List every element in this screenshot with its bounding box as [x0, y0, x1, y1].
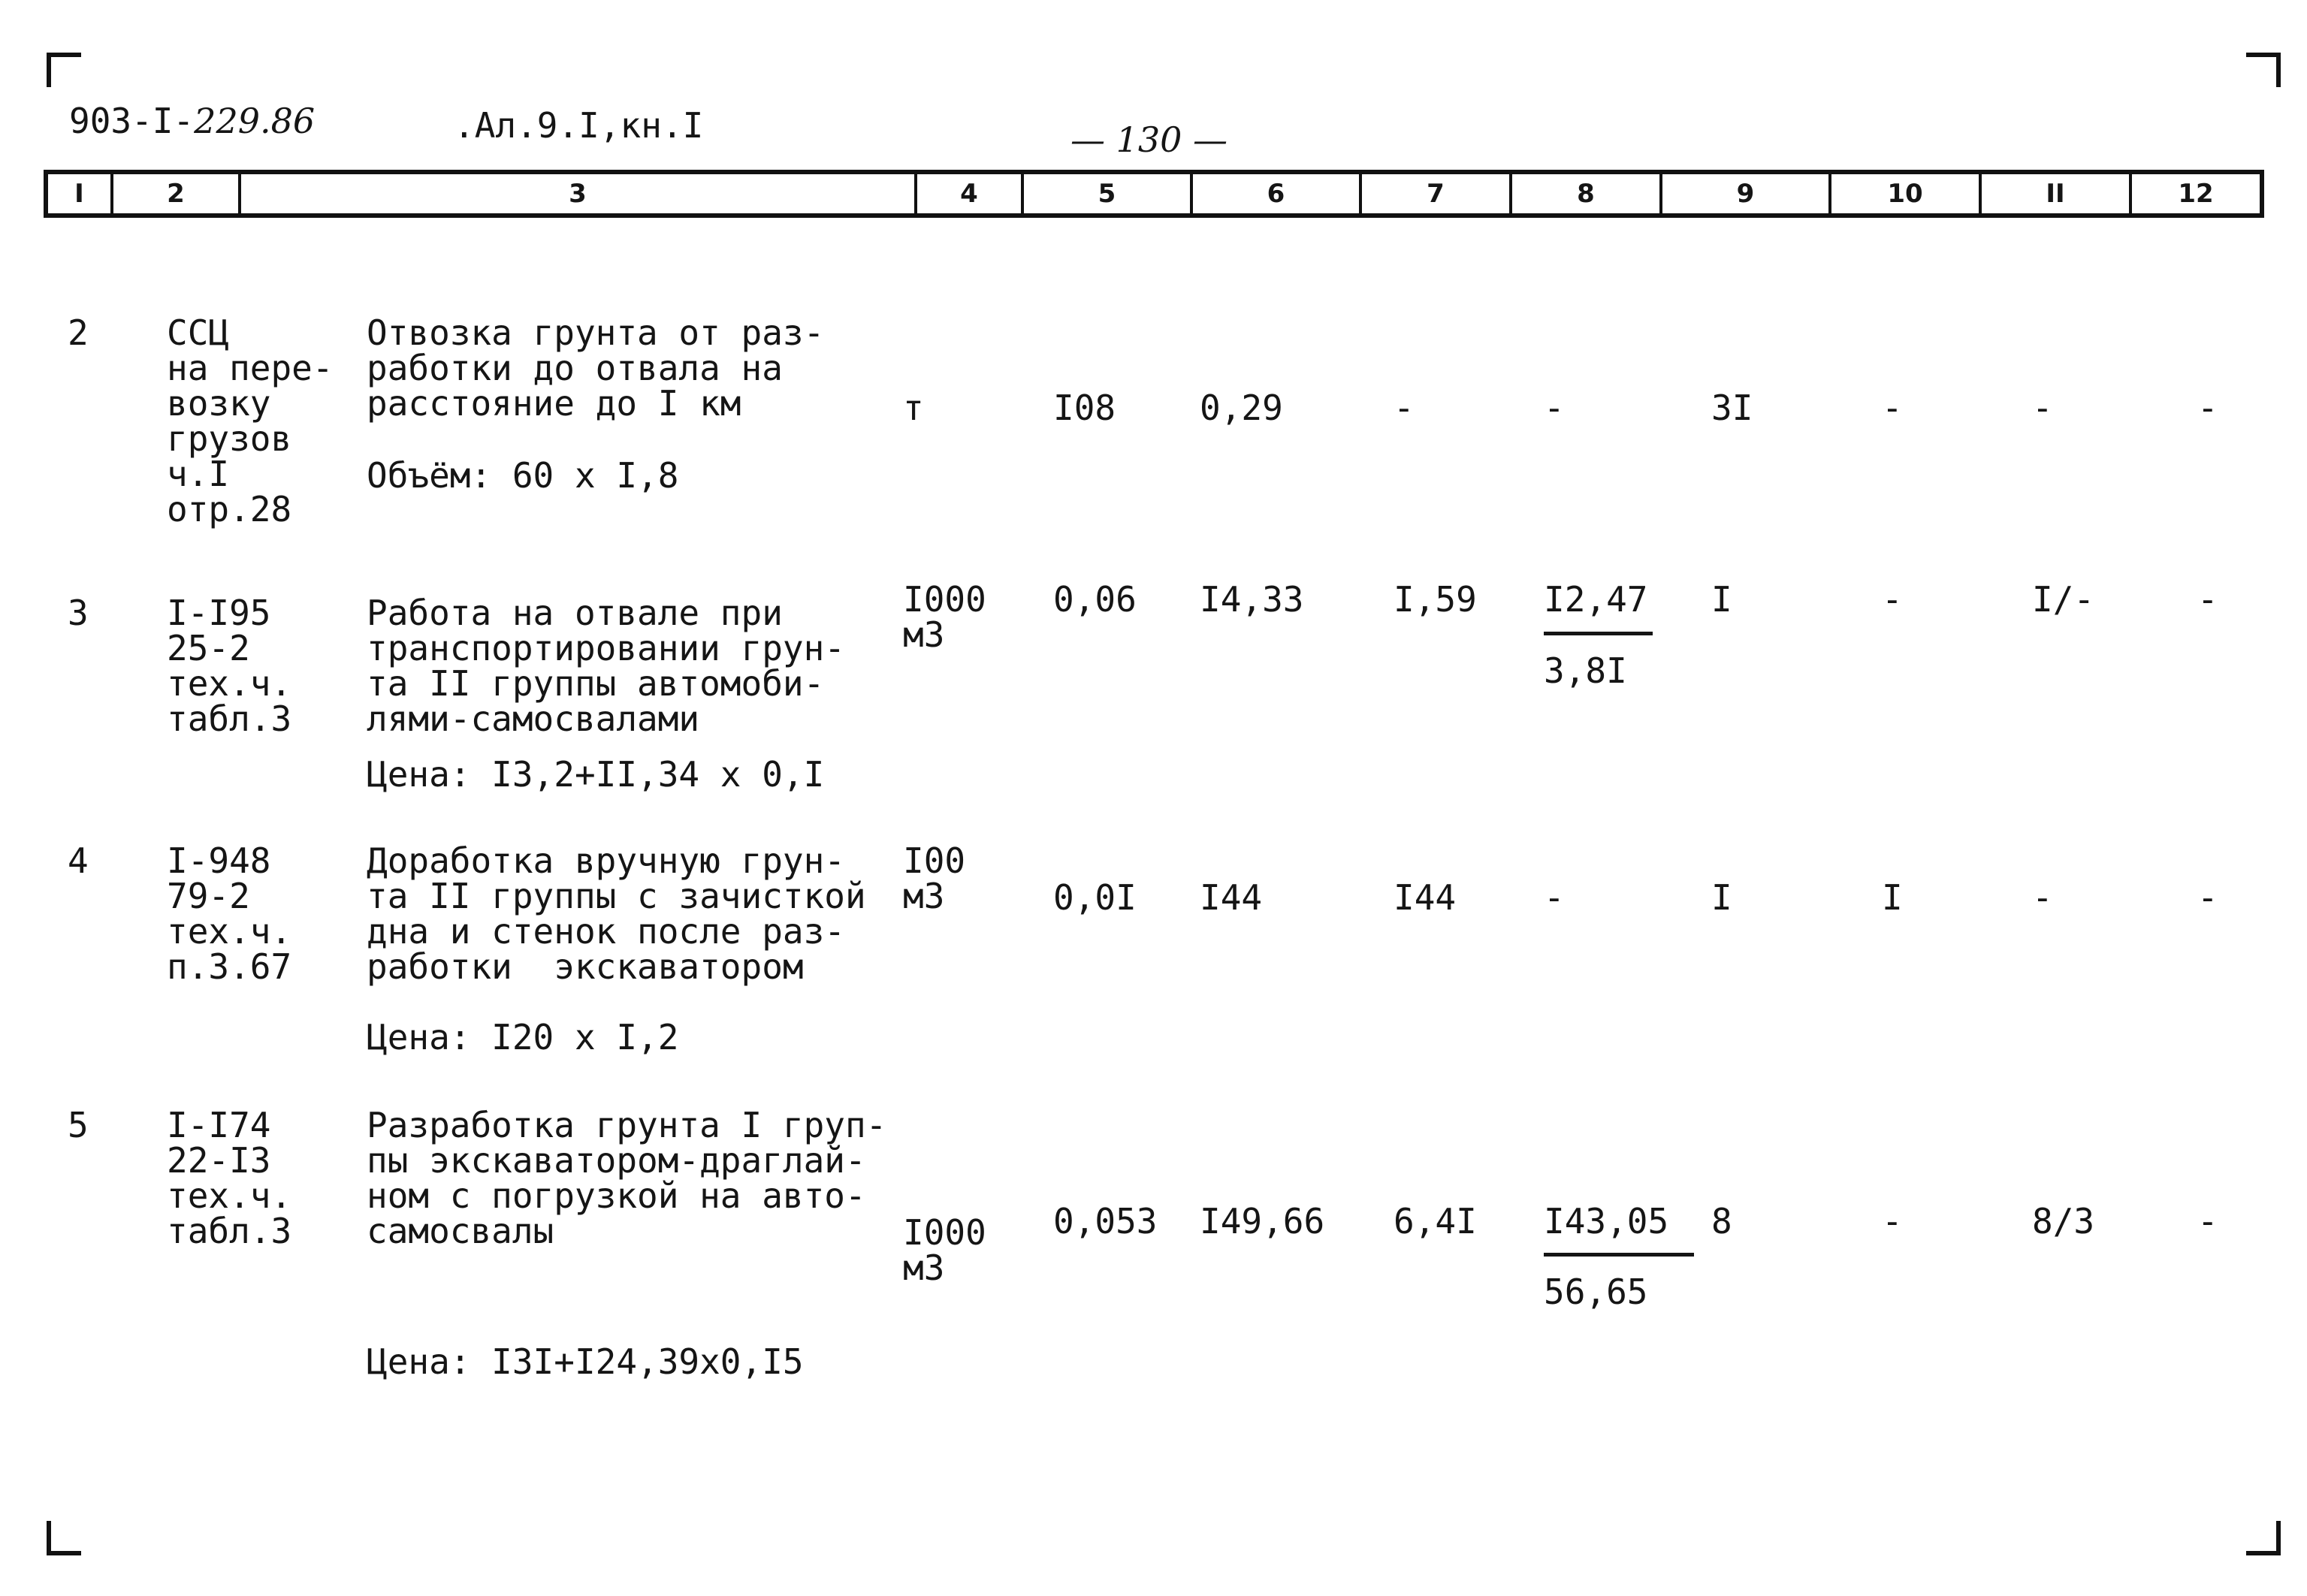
col8-denominator: 3,8I: [1544, 650, 1627, 691]
doc-number-handwritten: 229.86: [194, 101, 316, 141]
unit: т: [903, 388, 924, 428]
col10-value: I: [1882, 877, 1903, 918]
quantity: I08: [1053, 388, 1116, 428]
work-description: Разработка грунта I груп- пы экскаватором-драглай- ном с погрузкой на авто- самосвалы: [367, 1105, 887, 1251]
unit: I000 м3: [903, 1212, 986, 1288]
col8-denominator: 56,65: [1544, 1272, 1648, 1312]
corner-mark-top-right: [2246, 53, 2281, 87]
fraction-line: [1544, 632, 1653, 635]
col9-value: I: [1711, 877, 1732, 918]
col-header-10: 10: [1831, 174, 1982, 213]
col-header-11: II: [1982, 174, 2132, 213]
rate-code: ССЦ на пере- возку грузов ч.I отр.28: [167, 312, 334, 529]
doc-prefix: 903-I-: [69, 101, 195, 141]
col-header-12: 12: [2178, 179, 2214, 209]
column-header-bar: [44, 170, 2264, 218]
quantity: 0,06: [1053, 579, 1137, 620]
work-description: Доработка вручную грун- та II группы с зачисткой дна и стенок после раз- работки экскаватором: [367, 840, 866, 987]
unit-cost: I49,66: [1200, 1201, 1325, 1242]
col8-numerator: I2,47: [1544, 579, 1648, 620]
doc-designation: [69, 101, 316, 141]
page-number: — 130 —: [1070, 119, 1228, 160]
corner-mark-bottom-left: [47, 1521, 81, 1555]
col-header-9: 9: [1662, 174, 1831, 213]
row-number: 5: [68, 1105, 89, 1145]
col8-value: -: [1544, 877, 1565, 918]
unit-cost: I44: [1200, 877, 1263, 918]
col8-value: -: [1544, 388, 1565, 428]
price-note: Объём: 60 х I,8: [367, 455, 679, 496]
unit: I00 м3: [903, 840, 966, 916]
corner-mark-bottom-right: [2246, 1521, 2281, 1555]
rate-code: I-I95 25-2 тех.ч. табл.3: [167, 593, 292, 739]
work-description: Отвозка грунта от раз- работки до отвала на расстояние до I км: [367, 312, 825, 424]
col10-value: -: [1882, 388, 1903, 428]
row-number: 3: [68, 593, 89, 633]
row-number: 4: [68, 840, 89, 881]
col7-value: I,59: [1394, 579, 1477, 620]
col10-value: -: [1882, 1201, 1903, 1242]
col-header-8: 8: [1512, 174, 1662, 213]
col8-numerator: I43,05: [1544, 1201, 1669, 1242]
col11-value: I/-: [2032, 579, 2095, 620]
col12-value: -: [2197, 1201, 2218, 1242]
col-header-7: 7: [1362, 174, 1512, 213]
col12-value: -: [2197, 579, 2218, 620]
col7-value: -: [1394, 388, 1415, 428]
corner-mark-top-left: [47, 53, 81, 87]
col11-value: -: [2032, 877, 2053, 918]
row-number: 2: [68, 312, 89, 353]
col-header-1: I: [48, 174, 113, 213]
price-note: Цена: I3,2+II,34 х 0,I: [367, 754, 825, 795]
col-header-2: 2: [113, 174, 241, 213]
col9-value: I: [1711, 579, 1732, 620]
col7-value: I44: [1394, 877, 1457, 918]
col12-value: -: [2197, 388, 2218, 428]
unit: I000 м3: [903, 579, 986, 655]
quantity: 0,053: [1053, 1201, 1158, 1242]
price-note: Цена: I3I+I24,39х0,I5: [367, 1341, 804, 1382]
unit-cost: I4,33: [1200, 579, 1304, 620]
col10-value: -: [1882, 579, 1903, 620]
col11-value: 8/3: [2032, 1201, 2095, 1242]
col-header-4: 4: [917, 174, 1024, 213]
col-header-6: 6: [1193, 174, 1362, 213]
unit-cost: 0,29: [1200, 388, 1283, 428]
price-note: Цена: I20 х I,2: [367, 1017, 679, 1057]
rate-code: I-I74 22-I3 тех.ч. табл.3: [167, 1105, 292, 1251]
col11-value: -: [2032, 388, 2053, 428]
col-header-5: 5: [1024, 174, 1193, 213]
work-description: Работа на отвале при транспортировании грун- та II группы автомоби- лями-самосвалами: [367, 593, 845, 739]
col-header-3: 3: [241, 174, 917, 213]
fraction-line: [1544, 1253, 1694, 1257]
col7-value: 6,4I: [1394, 1201, 1477, 1242]
col9-value: 8: [1711, 1201, 1732, 1242]
col9-value: 3I: [1711, 388, 1753, 428]
rate-code: I-948 79-2 тех.ч. п.3.67: [167, 840, 292, 987]
col12-value: -: [2197, 877, 2218, 918]
album-ref: .Ал.9.I,кн.I: [454, 105, 704, 146]
quantity: 0,0I: [1053, 877, 1137, 918]
